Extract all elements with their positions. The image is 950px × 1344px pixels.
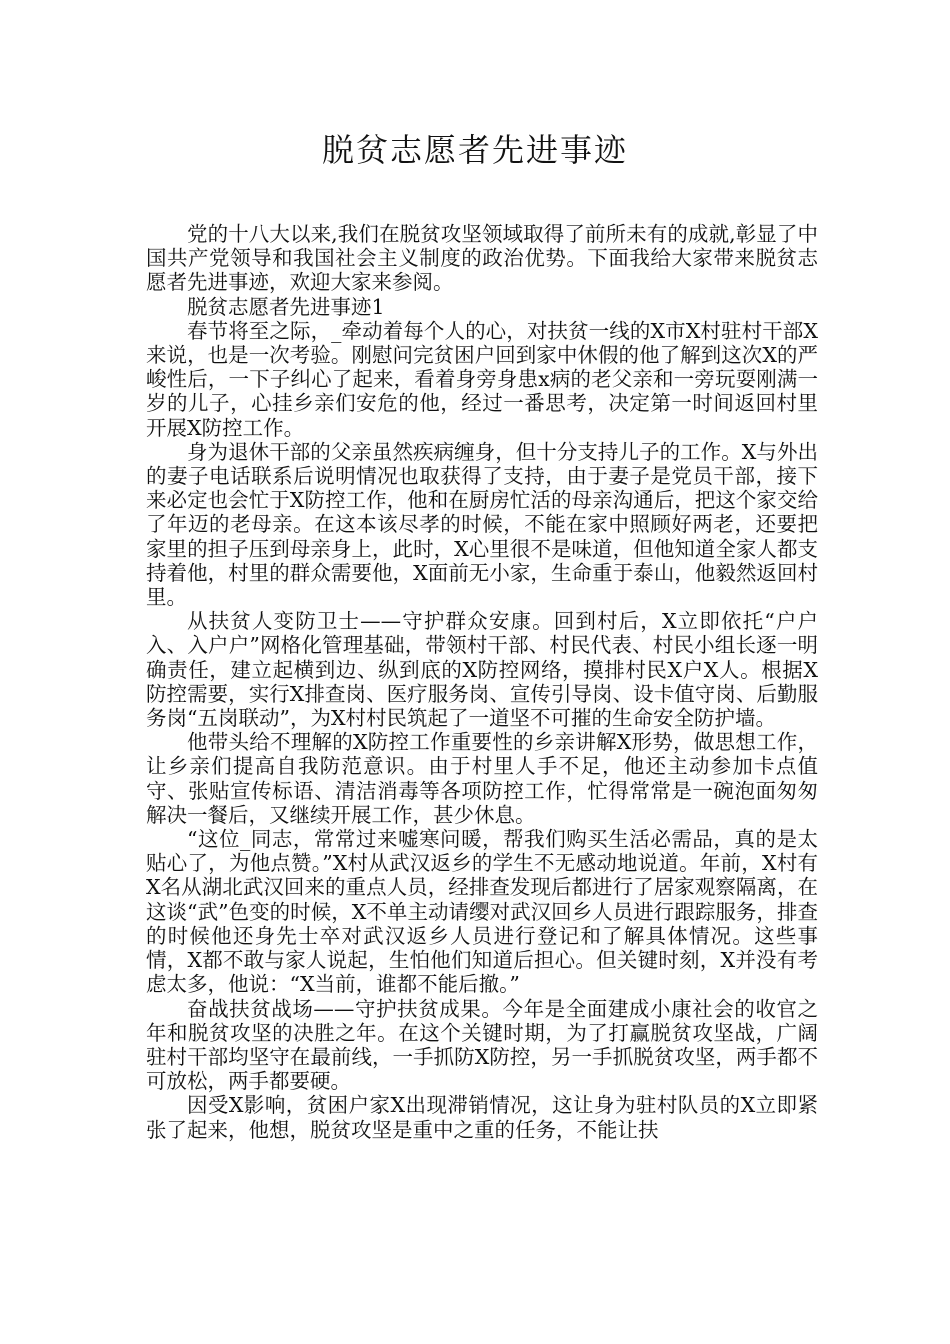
body-paragraph: 因受X影响，贫困户家X出现滞销情况，这让身为驻村队员的X立即紧张了起来，他想，脱贫攻坚是重中之重的任务，不能让扶 [146,1093,818,1142]
body-paragraph: 春节将至之际，_牵动着每个人的心，对扶贫一线的X市X村驻村干部X来说，也是一次考验。刚慰问完贫困户回到家中休假的他了解到这次X的严峻性后，一下子纠心了起来，看着身旁身患x病的老父亲和一旁玩耍刚满一岁的儿子，心挂乡亲们安危的他，经过一番思考，决定第一时间返回村里开展X防控工作。 [146,318,818,440]
document-body [146,222,818,1142]
body-paragraph: 从扶贫人变防卫士——守护群众安康。回到村后，X立即依托“户户入、入户户”网格化管理基础，带领村干部、村民代表、村民小组长逐一明确责任，建立起横到边、纵到底的X防控网络，摸排村民X户X人。根据X防控需要，实行X排查岗、医疗服务岗、宣传引导岗、设卡值守岗、后勤服务岗“五岗联动”，为X村村民筑起了一道坚不可摧的生命安全防护墙。 [146,609,818,731]
intro-paragraph: 党的十八大以来,我们在脱贫攻坚领域取得了前所未有的成就,彰显了中国共产党领导和我国社会主义制度的政治优势。下面我给大家带来脱贫志愿者先进事迹，欢迎大家来参阅。 [146,222,818,295]
document-title: 脱贫志愿者先进事迹 [321,131,628,169]
body-paragraph: 他带头给不理解的X防控工作重要性的乡亲讲解X形势，做思想工作，让乡亲们提高自我防范意识。由于村里人手不足，他还主动参加卡点值守、张贴宣传标语、清洁消毒等各项防控工作，忙得常常是一碗泡面匆匆解决一餐后，又继续开展工作，甚少休息。 [146,730,818,827]
body-paragraph: 奋战扶贫战场——守护扶贫成果。今年是全面建成小康社会的收官之年和脱贫攻坚的决胜之年。在这个关键时期，为了打赢脱贫攻坚战，广阔驻村干部均坚守在最前线，一手抓防X防控，另一手抓脱贫攻坚，两手都不可放松，两手都要硬。 [146,996,818,1094]
body-paragraph: “这位_同志，常常过来嘘寒问暖，帮我们购买生活必需品，真的是太贴心了，为他点赞。”X村从武汉返乡的学生不无感动地说道。年前，X村有X名从湖北武汉回来的重点人员，经排查发现后都进行了居家观察隔离，在这谈“武”色变的时候，X不单主动请缨对武汉回乡人员进行跟踪服务，排查的时候他还身先士卒对武汉返乡人员进行登记和了解具体情况。这些事情，X都不敢与家人说起，生怕他们知道后担心。但关键时刻，X并没有考虑太多，他说：“X当前，谁都不能后撤。” [146,827,818,997]
body-paragraph: 身为退休干部的父亲虽然疾病缠身，但十分支持儿子的工作。X与外出的妻子电话联系后说明情况也取获得了支持，由于妻子是党员干部，接下来必定也会忙于X防控工作，他和在厨房忙活的母亲沟通后，把这个家交给了年迈的老母亲。在这本该尽孝的时候，不能在家中照顾好两老，还要把家里的担子压到母亲身上，此时，X心里很不是味道，但他知道全家人都支持着他，村里的群众需要他，X面前无小家，生命重于泰山，他毅然返回村里。 [146,439,818,610]
section-heading: 脱贫志愿者先进事迹1 [187,294,385,319]
